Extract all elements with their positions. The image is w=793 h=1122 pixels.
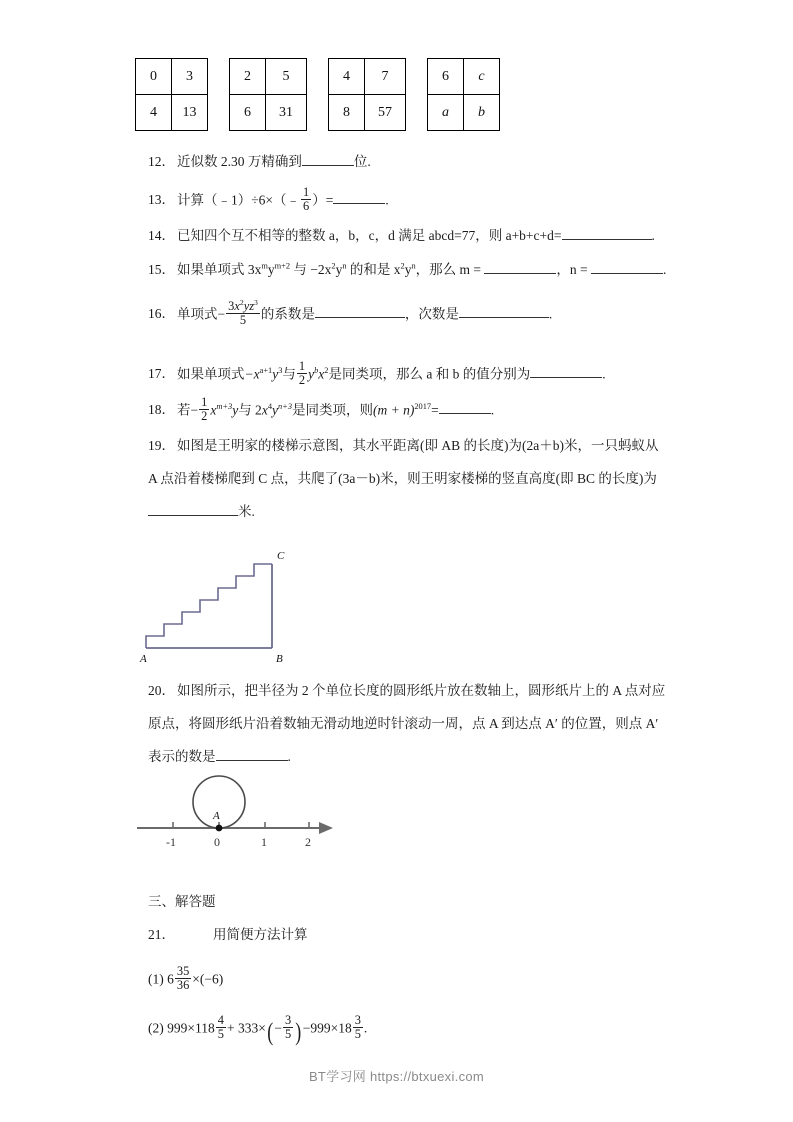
q21-item2-a-numerator: 4 bbox=[217, 1012, 224, 1027]
q20-number: 20． bbox=[148, 683, 175, 698]
q15-part-4: y bbox=[335, 262, 343, 277]
q16-num-x: x bbox=[234, 299, 240, 313]
q17-text-after: . bbox=[602, 366, 606, 382]
q21-item2-fraction-b bbox=[283, 1014, 293, 1041]
q15-sup-5: 2 bbox=[400, 261, 405, 271]
question-19-line-3 bbox=[148, 502, 255, 523]
question-12 bbox=[148, 152, 371, 173]
table-row bbox=[428, 95, 500, 131]
q13-text-mid: ）= bbox=[312, 192, 334, 208]
table-row bbox=[230, 95, 307, 131]
q18-text-eq: = bbox=[431, 402, 439, 418]
question-19-line-2 bbox=[148, 469, 657, 490]
table-4 bbox=[427, 58, 500, 131]
q14-text-after: . bbox=[651, 228, 655, 243]
q12-number: 12． bbox=[148, 154, 175, 169]
q14-text-before: 已知四个互不相等的整数 a，b，c，d 满足 abcd=77，则 a+b+c+d= bbox=[177, 228, 562, 243]
cell-r1c1: 13 bbox=[172, 95, 208, 131]
q12-text-before: 近似数 2.30 万精确到 bbox=[177, 154, 302, 169]
q15-sup-1: m bbox=[261, 261, 268, 271]
q16-num-coeff: 3 bbox=[228, 299, 235, 313]
q13-frac-denominator: 6 bbox=[303, 199, 310, 214]
q21-item1-fraction bbox=[175, 965, 191, 992]
point-a-dot bbox=[216, 825, 223, 832]
cell-r0c1: c bbox=[464, 59, 500, 95]
question-20-line-1 bbox=[148, 681, 665, 702]
q18-sup-5: 2017 bbox=[414, 401, 432, 411]
q15-answer-blank-m[interactable] bbox=[484, 260, 556, 274]
q16-num-yz: yz bbox=[243, 299, 255, 313]
question-17 bbox=[148, 360, 606, 387]
q15-part-8: ，n = bbox=[556, 262, 592, 277]
q17-fraction bbox=[297, 360, 307, 387]
cell-r0c1: 7 bbox=[365, 59, 406, 95]
q12-text-after: 位. bbox=[353, 154, 371, 169]
question-16 bbox=[148, 297, 553, 328]
q13-text-before: 计算（﹣1）÷6×（﹣ bbox=[177, 192, 301, 208]
q21-item1-numerator: 35 bbox=[176, 964, 190, 978]
q15-answer-blank-n[interactable] bbox=[591, 260, 663, 274]
q15-part-3: 与 −2x bbox=[290, 262, 332, 277]
q18-sup-1: m+3 bbox=[216, 401, 233, 411]
q21-item2-b-numerator: 3 bbox=[284, 1012, 292, 1027]
q20-answer-blank[interactable] bbox=[216, 747, 288, 761]
cell-r0c0: 0 bbox=[136, 59, 172, 95]
q17-expr-4: x bbox=[318, 366, 325, 382]
tick-label--1: -1 bbox=[166, 835, 176, 849]
q20-line-3-before: 表示的数是 bbox=[148, 749, 216, 764]
question-21-item-2 bbox=[148, 1012, 367, 1052]
q21-title-text: 用简便方法计算 bbox=[213, 927, 308, 942]
q18-text-before: 若 bbox=[177, 402, 191, 418]
q20-line-2-text: 原点，将圆形纸片沿着数轴无滑动地逆时针滚动一周，点 A 到达点 A′ 的位置，则点 A′ bbox=[148, 716, 659, 731]
q16-text-after: . bbox=[548, 306, 553, 322]
stairs-label-b: B bbox=[276, 653, 283, 665]
q15-sup-3: 2 bbox=[331, 261, 336, 271]
q18-minus-sign: − bbox=[190, 402, 199, 418]
stairs-label-c: C bbox=[277, 550, 285, 562]
cell-r1c0: 4 bbox=[136, 95, 172, 131]
q20-line-1-text: 如图所示，把半径为 2 个单位长度的圆形纸片放在数轴上，圆形纸片上的 A 点对应 bbox=[177, 683, 666, 698]
numberline-arrow bbox=[319, 822, 333, 834]
tables-row bbox=[135, 58, 500, 131]
q18-text-mid2: 是同类项，则 bbox=[292, 402, 374, 418]
q21-item2-a-denominator: 5 bbox=[217, 1026, 224, 1041]
table-row bbox=[136, 59, 208, 95]
table-row bbox=[230, 59, 307, 95]
q21-item2-fraction-a bbox=[216, 1014, 226, 1041]
q18-expr-2: y bbox=[232, 402, 239, 418]
table-2 bbox=[229, 58, 307, 131]
question-21-item-1 bbox=[148, 965, 223, 992]
q13-answer-blank[interactable] bbox=[333, 191, 385, 205]
q19-answer-blank[interactable] bbox=[148, 502, 238, 516]
q21-item2-c-numerator: 3 bbox=[354, 1012, 361, 1027]
q17-number: 17． bbox=[148, 366, 175, 382]
point-a-label: A bbox=[213, 810, 220, 822]
q16-fraction bbox=[226, 297, 260, 328]
cell-r0c0: 4 bbox=[329, 59, 365, 95]
q16-answer-blank-coefficient[interactable] bbox=[315, 305, 405, 319]
question-20-line-2 bbox=[148, 714, 658, 735]
cell-r1c1: b bbox=[464, 95, 500, 131]
table-row bbox=[428, 59, 500, 95]
question-15 bbox=[148, 260, 666, 281]
q20-line-3-after: . bbox=[287, 749, 291, 764]
q21-item1-label: (1) bbox=[148, 971, 164, 987]
q13-text-after: . bbox=[385, 192, 389, 208]
cell-r1c1: 57 bbox=[365, 95, 406, 131]
tick-label-0: 0 bbox=[214, 835, 220, 849]
q21-item2-paren-open: ( bbox=[267, 1017, 274, 1046]
q18-text-mid: 与 2 bbox=[238, 402, 262, 418]
q18-expr-4: y bbox=[272, 402, 278, 418]
cell-r0c1: 3 bbox=[172, 59, 208, 95]
q17-text-mid: 与 bbox=[282, 366, 296, 382]
q16-num-x-exp: 2 bbox=[239, 297, 244, 307]
q21-item1-tail: ×(−6) bbox=[192, 971, 224, 987]
cell-r1c0: 6 bbox=[230, 95, 266, 131]
q15-part-5: 的和是 x bbox=[346, 262, 401, 277]
cell-r0c0: 2 bbox=[230, 59, 266, 95]
q17-text-before: 如果单项式 bbox=[177, 366, 245, 382]
q21-number: 21． bbox=[148, 927, 175, 942]
q15-sup-6: n bbox=[411, 261, 416, 271]
q21-item1-mixed-number bbox=[167, 965, 192, 992]
q12-answer-blank[interactable] bbox=[302, 152, 354, 166]
stairs-figure bbox=[130, 532, 310, 677]
question-18 bbox=[148, 396, 494, 423]
q15-sup-2: m+2 bbox=[274, 261, 291, 271]
q21-item2-b-minus: − bbox=[274, 1020, 282, 1036]
q17-frac-denominator: 2 bbox=[298, 373, 306, 388]
q15-part-2: y bbox=[267, 262, 275, 277]
cell-r1c1: 31 bbox=[266, 95, 307, 131]
q17-frac-numerator: 1 bbox=[298, 359, 306, 373]
staircase-steps bbox=[146, 564, 272, 648]
q17-sup-3: b bbox=[314, 365, 319, 375]
section-heading: 三、解答题 bbox=[148, 894, 216, 909]
cell-r0c1: 5 bbox=[266, 59, 307, 95]
q18-frac-denominator: 2 bbox=[201, 409, 208, 424]
q17-expr-1: −x bbox=[244, 366, 260, 382]
numberline-figure bbox=[133, 766, 348, 861]
q17-sup-2: 3 bbox=[278, 365, 283, 375]
table-row bbox=[136, 95, 208, 131]
q16-text-mid: 的系数是 bbox=[260, 306, 315, 322]
q18-expr-3: x bbox=[261, 402, 268, 418]
q16-frac-numerator bbox=[226, 297, 260, 314]
q17-answer-blank[interactable] bbox=[530, 365, 602, 379]
q21-item2-part-b: + 333× bbox=[226, 1020, 266, 1036]
table-row bbox=[329, 59, 406, 95]
question-21-title bbox=[148, 925, 308, 946]
q13-frac-numerator: 1 bbox=[303, 185, 310, 199]
question-14 bbox=[148, 226, 655, 247]
q19-line-2-text: A 点沿着楼梯爬到 C 点，共爬了(3a－b)米，则王明家楼梯的竖直高度(即 BC 的长度)为 bbox=[148, 471, 657, 486]
q18-sup-3: 4 bbox=[267, 401, 272, 411]
q21-item1-denominator: 36 bbox=[176, 978, 190, 993]
q17-sup-1: a+1 bbox=[259, 365, 273, 375]
q19-line-3-text: 米. bbox=[238, 504, 255, 519]
q17-expr-3: y bbox=[308, 366, 315, 382]
q15-part-7: ，那么 m = bbox=[415, 262, 485, 277]
q18-answer-blank[interactable] bbox=[439, 401, 491, 415]
stairs-label-a: A bbox=[140, 653, 147, 665]
q19-number: 19． bbox=[148, 438, 175, 453]
q21-item2-part-c: −999×18 bbox=[302, 1020, 352, 1036]
tick-label-1: 1 bbox=[261, 835, 267, 849]
q16-minus-sign: − bbox=[217, 306, 226, 322]
q16-frac-denominator: 5 bbox=[239, 313, 247, 328]
table-3 bbox=[328, 58, 406, 131]
q14-answer-blank[interactable] bbox=[562, 226, 652, 240]
q18-sup-4: n+3 bbox=[278, 401, 293, 411]
cell-r1c0: a bbox=[428, 95, 464, 131]
q13-fraction bbox=[301, 186, 311, 213]
q13-number: 13． bbox=[148, 192, 175, 208]
question-19-line-1 bbox=[148, 436, 658, 457]
q17-expr-2: y bbox=[272, 366, 279, 382]
table-row bbox=[329, 95, 406, 131]
question-13 bbox=[148, 186, 389, 213]
tick-label-2: 2 bbox=[305, 835, 311, 849]
q21-item1-whole: 6 bbox=[167, 971, 174, 987]
q18-text-after: . bbox=[490, 402, 495, 418]
q16-answer-blank-degree[interactable] bbox=[459, 305, 549, 319]
q21-item2-c-denominator: 5 bbox=[354, 1026, 361, 1041]
q18-expr-5: (m + n) bbox=[373, 402, 415, 418]
q21-item2-part-a: 999×118 bbox=[167, 1020, 215, 1036]
q18-fraction bbox=[199, 396, 209, 423]
q21-item2-fraction-c bbox=[353, 1014, 363, 1041]
q15-part-9: . bbox=[663, 262, 667, 277]
q15-part-1: 如果单项式 3x bbox=[177, 262, 262, 277]
q21-item2-paren-close: ) bbox=[295, 1017, 302, 1046]
q21-item2-tail: . bbox=[363, 1020, 368, 1036]
q15-sup-4: n bbox=[342, 261, 347, 271]
q17-sup-4: 2 bbox=[324, 365, 329, 375]
cell-r0c0: 6 bbox=[428, 59, 464, 95]
q16-number: 16． bbox=[148, 306, 175, 322]
page-footer: BT学习网 https://btxuexi.com bbox=[308, 1069, 485, 1084]
q16-text-mid2: ，次数是 bbox=[404, 306, 459, 322]
table-1 bbox=[135, 58, 208, 131]
q21-item2-b-denominator: 5 bbox=[284, 1026, 292, 1041]
q15-part-6: y bbox=[404, 262, 412, 277]
q19-line-1-text: 如图是王明家的楼梯示意图，其水平距离(即 AB 的长度)为(2a＋b)米，一只蚂蚁从 bbox=[177, 438, 659, 453]
stairs-svg bbox=[130, 532, 310, 672]
numberline-svg bbox=[133, 766, 348, 856]
q18-expr-1: x bbox=[210, 402, 217, 418]
q15-number: 15． bbox=[148, 262, 175, 277]
q18-number: 18． bbox=[148, 402, 175, 418]
q14-number: 14． bbox=[148, 228, 175, 243]
q18-frac-numerator: 1 bbox=[201, 395, 208, 409]
q17-text-mid2: 是同类项，那么 a 和 b 的值分别为 bbox=[328, 366, 531, 382]
question-20-line-3 bbox=[148, 747, 291, 768]
q16-text-before: 单项式 bbox=[177, 306, 218, 322]
q21-item2-label: (2) bbox=[148, 1020, 164, 1036]
cell-r1c0: 8 bbox=[329, 95, 365, 131]
q16-num-z-exp: 3 bbox=[254, 297, 258, 307]
